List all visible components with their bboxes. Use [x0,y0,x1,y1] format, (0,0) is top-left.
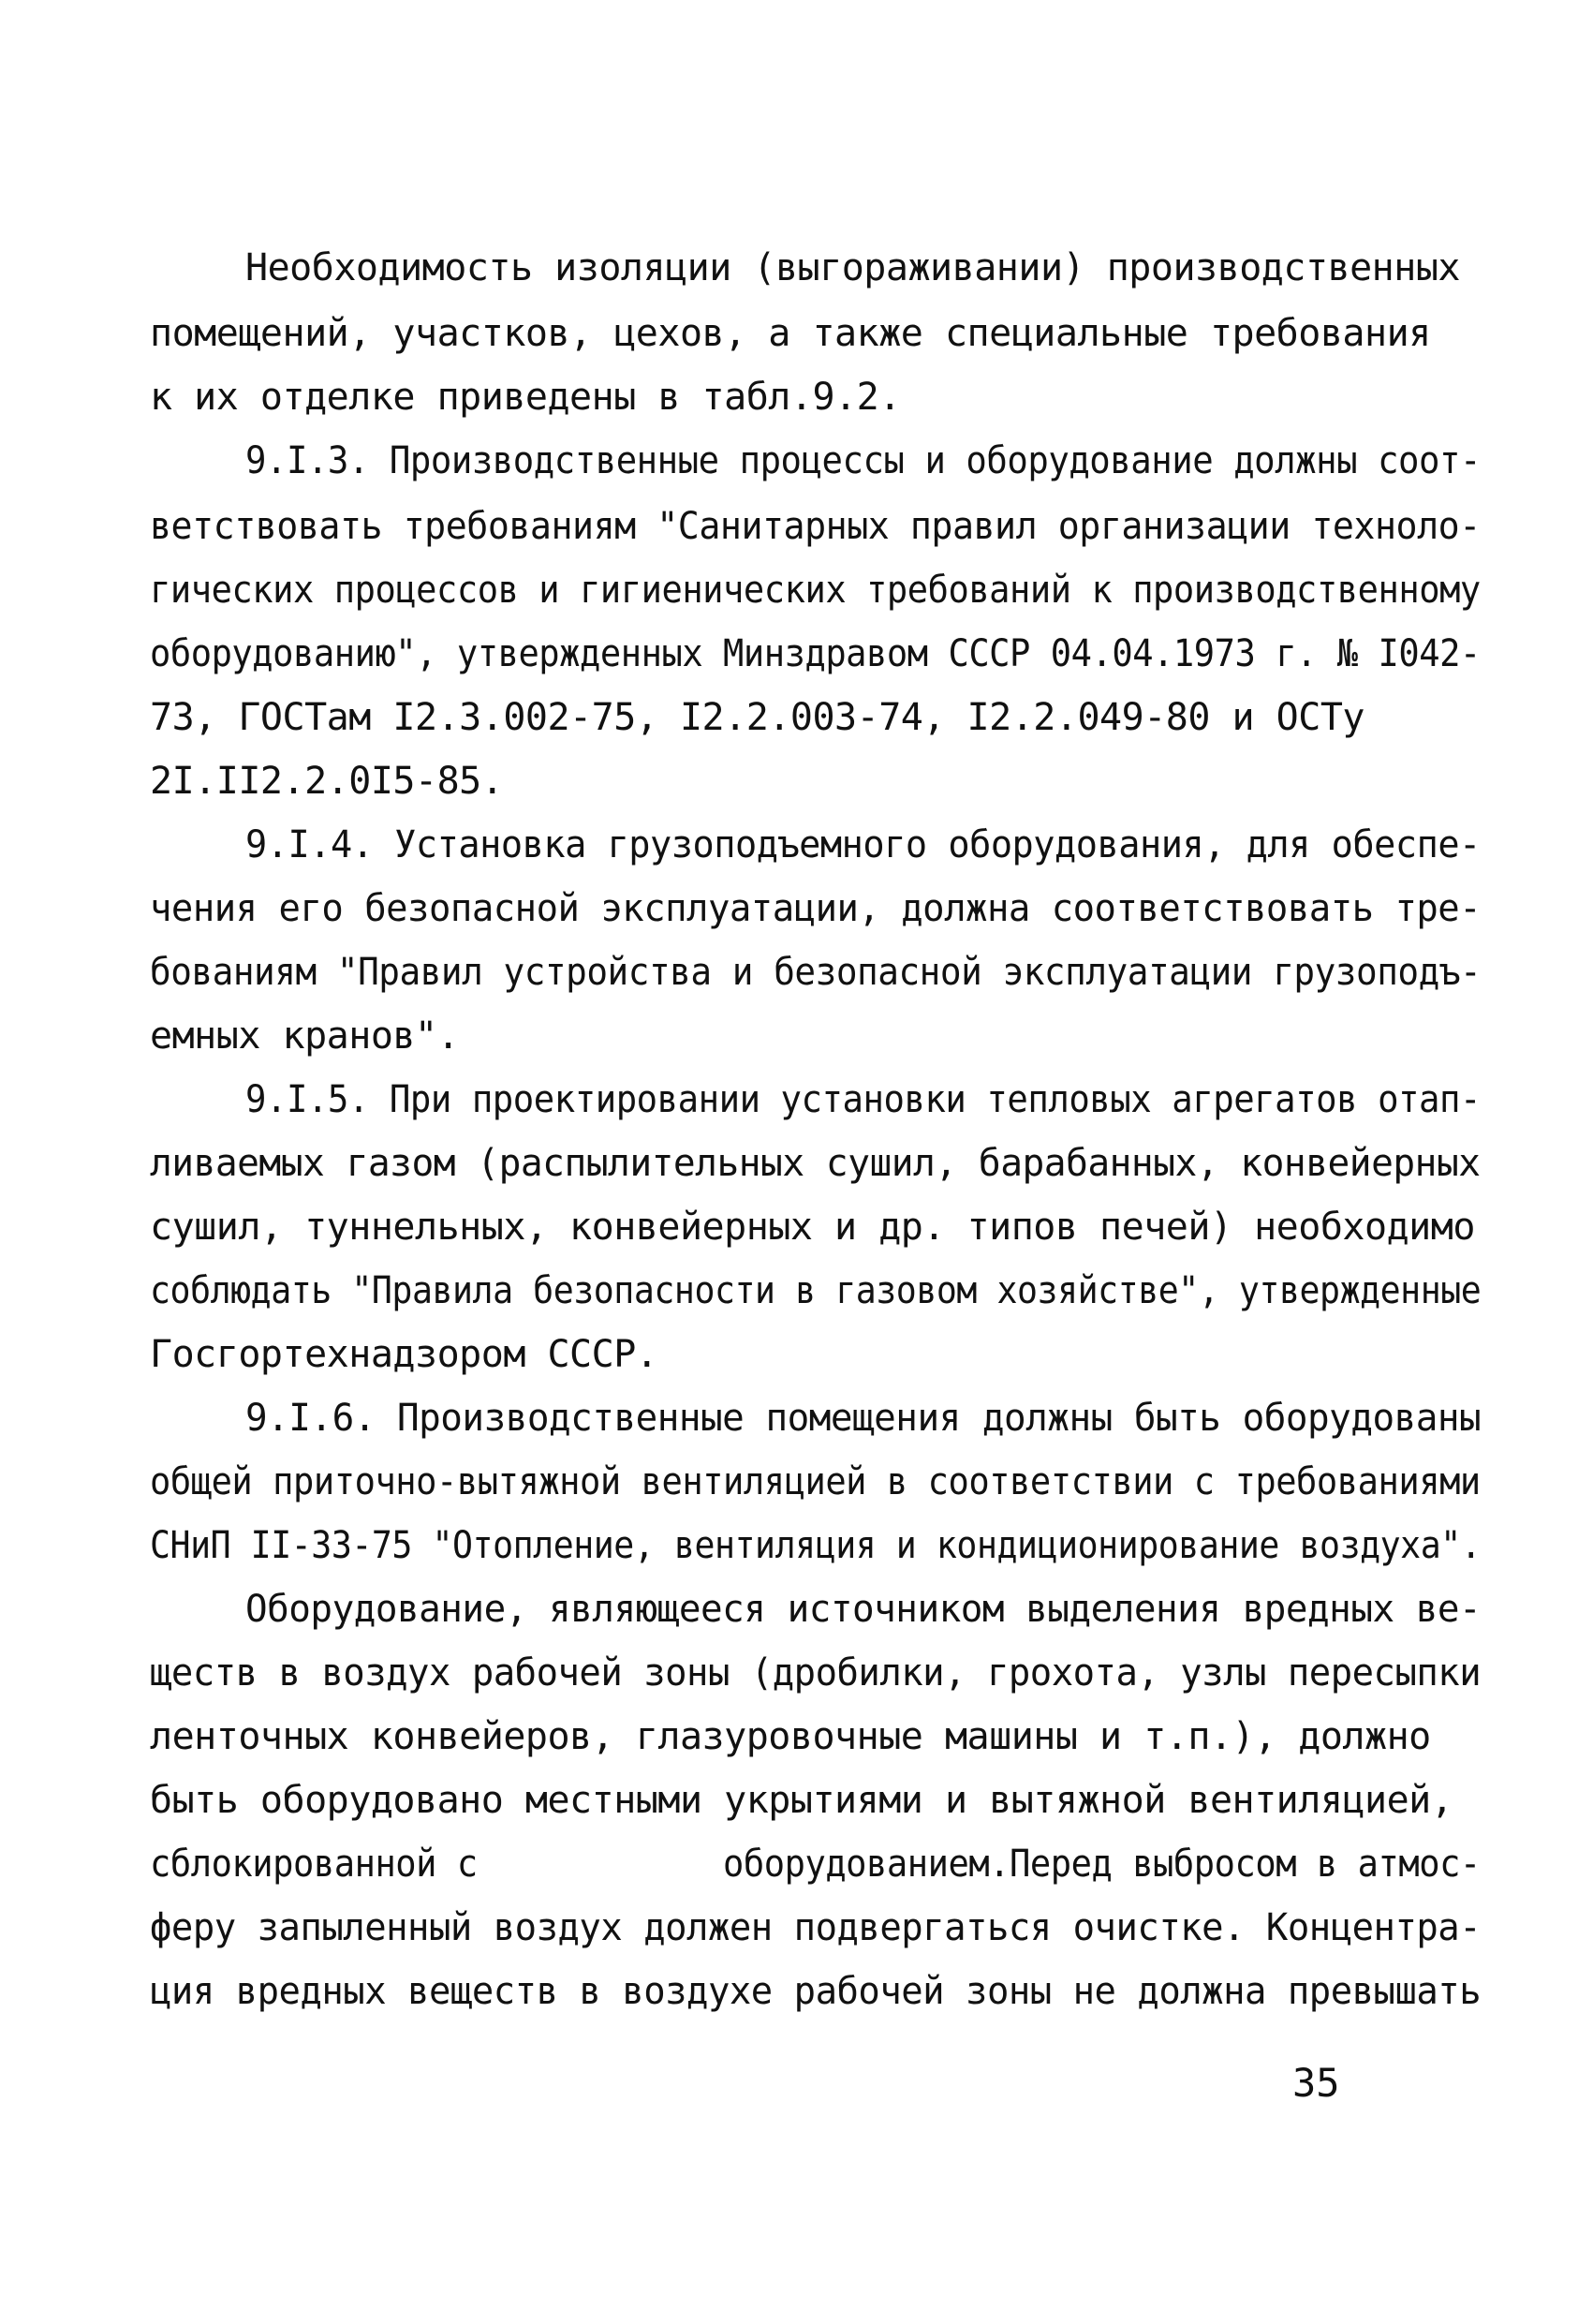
text-line: ливаемых газом (распылительных сушил, барабанных, конвейерных [150,1142,1481,1185]
text-line: 9.I.4. Установка грузоподъемного оборудования, для обеспе- [245,823,1481,866]
text-line: Госгортехнадзором СССР. [150,1333,658,1376]
text-line: сблокированной с оборудованием.Перед выбросом в атмос- [150,1843,1481,1886]
text-line: общей приточно-вытяжной вентиляцией в соответствии с требованиями [150,1460,1481,1503]
text-line: феру запыленный воздух должен подвергаться очистке. Концентра- [150,1906,1482,1949]
text-line: Оборудование, являющееся источником выделения вредных ве- [245,1588,1482,1631]
text-line: быть оборудовано местными укрытиями и вытяжной вентиляцией, [150,1779,1453,1822]
text-line: ществ в воздух рабочей зоны (дробилки, грохота, узлы пересыпки [150,1651,1482,1695]
page-number: 35 [1292,2060,1340,2106]
text-line: к их отделке приведены в табл.9.2. [150,376,901,419]
text-line: 9.I.5. При проектировании установки тепловых агрегатов отап- [245,1078,1481,1121]
text-line: Необходимость изоляции (выгораживании) производственных [245,246,1461,289]
text-line: бованиям "Правил устройства и безопасной эксплуатации грузоподъ- [150,951,1482,994]
text-line: соблюдать "Правила безопасности в газовом хозяйстве", утвержденные [150,1269,1482,1312]
text-line: СНиП II-33-75 "Отопление, вентиляция и кондиционирование воздуха". [150,1524,1482,1567]
text-line: 9.I.6. Производственные помещения должны быть оборудованы [245,1397,1482,1440]
text-line: 2I.II2.2.0I5-85. [150,760,504,803]
text-line: ветствовать требованиям "Санитарных правил организации техноло- [150,505,1481,548]
text-line: оборудованию", утвержденных Минздравом СССР 04.04.1973 г. № I042- [150,632,1481,675]
text-line: 9.I.3. Производственные процессы и оборудование должны соот- [245,439,1481,482]
text-line: ция вредных веществ в воздухе рабочей зоны не должна превышать [150,1970,1482,2013]
text-line: ленточных конвейеров, глазуровочные машины и т.п.), должно [150,1715,1431,1758]
text-line: помещений, участков, цехов, а также специальные требования [150,312,1431,355]
text-line: гических процессов и гигиенических требований к производственному [150,569,1481,612]
text-line: емных кранов". [150,1014,460,1058]
text-line: чения его безопасной эксплуатации, должна соответствовать тре- [150,887,1482,930]
text-line: 73, ГОСТам I2.3.002-75, I2.2.003-74, I2.2.049-80 и ОСТу [150,696,1365,739]
text-line: сушил, туннельных, конвейерных и др. типов печей) необходимо [150,1206,1475,1249]
